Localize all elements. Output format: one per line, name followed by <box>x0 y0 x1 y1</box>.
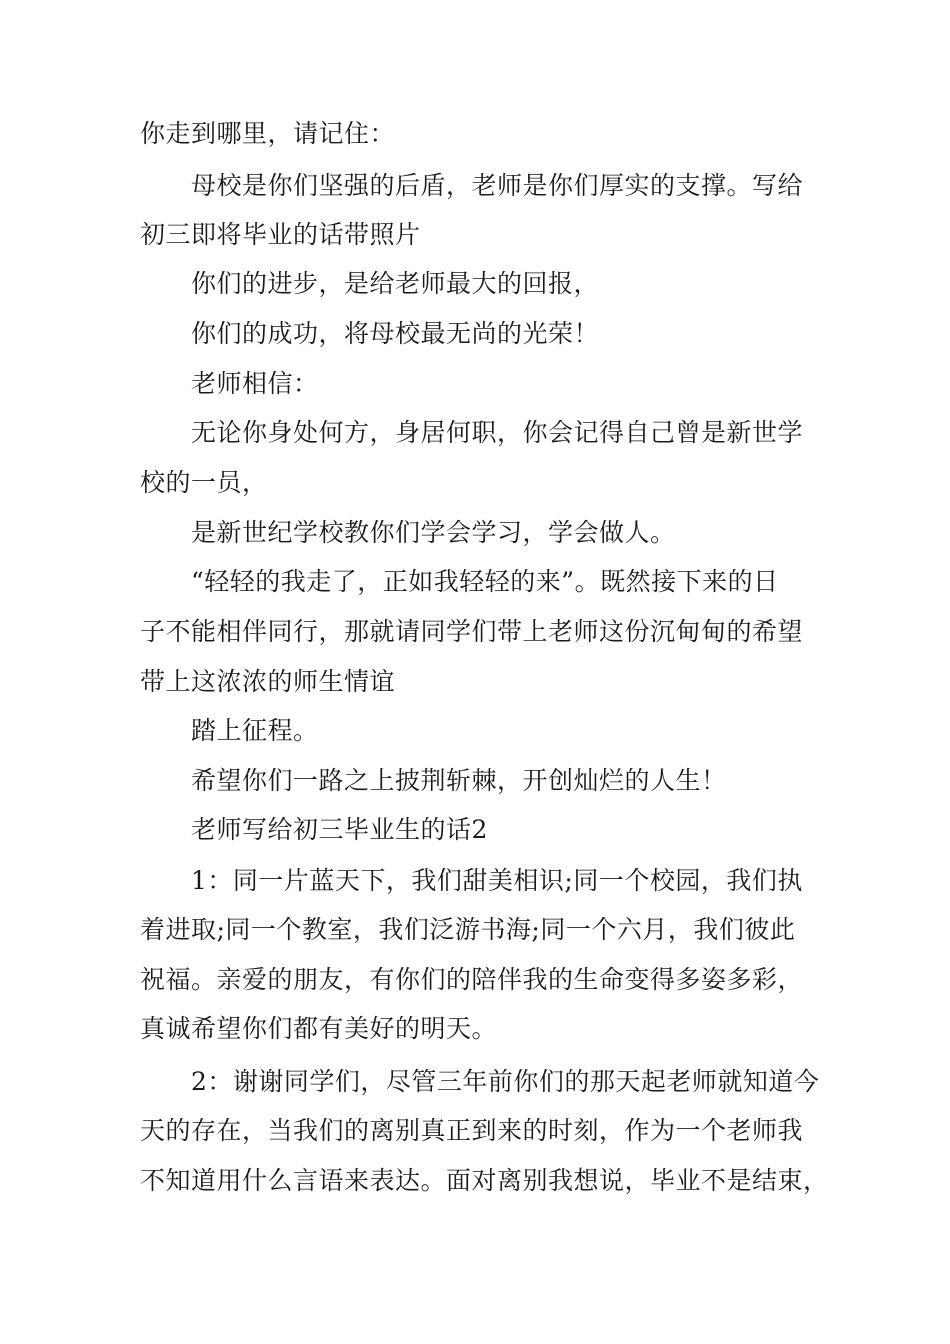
text-line: 老师相信： <box>191 369 319 398</box>
text-line: 踏上征程。 <box>191 716 319 745</box>
text-line: 你们的进步，是给老师最大的回报， <box>191 269 600 298</box>
text-line: 带上这浓浓的师生情谊 <box>140 667 396 696</box>
text-line: 子不能相伴同行，那就请同学们带上老师这份沉甸甸的希望 <box>140 617 804 646</box>
text-line: 着进取;同一个教室，我们泛游书海;同一个六月，我们彼此 <box>140 915 796 944</box>
text-line: 祝福。亲爱的朋友，有你们的陪伴我的生命变得多姿多彩， <box>140 965 804 994</box>
text-line: 1：同一片蓝天下，我们甜美相识;同一个校园，我们执 <box>191 866 803 895</box>
text-line: “轻轻的我走了，正如我轻轻的来”。既然接下来的日 <box>191 567 779 596</box>
text-line: 你走到哪里，请记住： <box>140 119 396 148</box>
text-line: 2：谢谢同学们，尽管三年前你们的那天起老师就知道今 <box>191 1067 820 1096</box>
text-line: 你们的成功，将母校最无尚的光荣！ <box>191 319 600 348</box>
section-heading: 老师写给初三毕业生的话2 <box>191 815 488 844</box>
text-line: 无论你身处何方，身居何职，你会记得自己曾是新世学 <box>191 418 804 447</box>
text-line: 母校是你们坚强的后盾，老师是你们厚实的支撑。写给 <box>191 171 804 200</box>
text-line: 校的一员， <box>140 468 268 497</box>
text-line: 天的存在，当我们的离别真正到来的时刻，作为一个老师我 <box>140 1116 804 1145</box>
text-line: 是新世纪学校教你们学会学习，学会做人。 <box>191 518 676 547</box>
text-line: 希望你们一路之上披荆斩棘，开创灿烂的人生！ <box>191 766 727 795</box>
text-line: 真诚希望你们都有美好的明天。 <box>140 1014 498 1043</box>
text-line: 初三即将毕业的话带照片 <box>140 220 421 249</box>
text-line: 不知道用什么言语来表达。面对离别我想说，毕业不是结束， <box>140 1166 829 1195</box>
